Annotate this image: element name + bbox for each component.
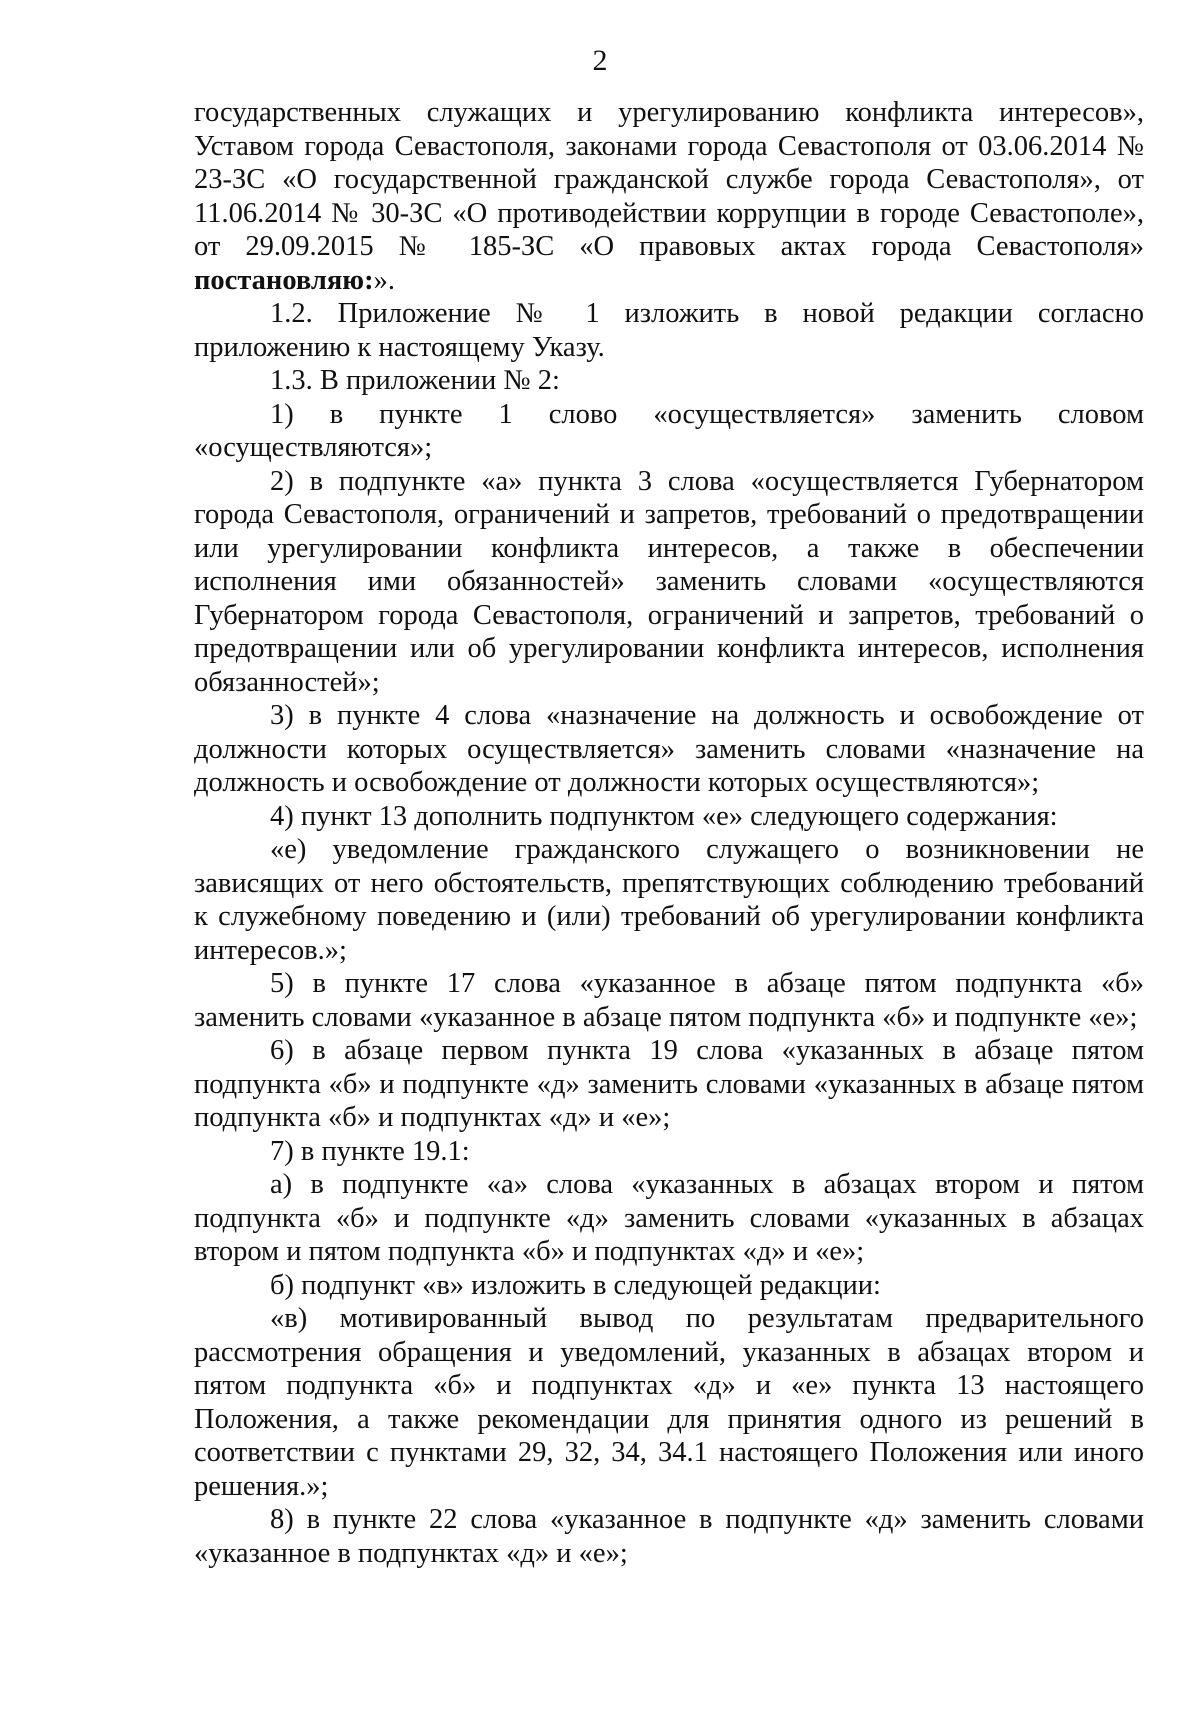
list-item-5: 5) в пункте 17 слова «указанное в абзаце пятом подпункта «б» заменить словами «указанное в абзаце пятом подпункта «б» и подпункте «е»; [194,968,1144,1033]
quoted-subitem-v: «в) мотивированный вывод по результатам предварительного рассмотрения обращения и уведомлений, указанных в абзацах втором и пятом подпункта «б» и подпунктах «д» и «е» пункта 13 настоящего Положения, а также рекомендации для принятия одного из решений в соответствии с пунктами 29, 32, 34, 34.1 настоящего Положения или иного решения.»; [194,1303,1144,1502]
list-item-7: 7) в пункте 19.1: [270,1135,470,1167]
list-item-2: 2) в подпункте «а» пункта 3 слова «осуществляется Губернатором города Севастополя, ограничений и запретов, требований о предотвращении или урегулировании конфликта интересов, а также в обеспечении исполнения ими обязанностей» заменить словами «осуществляются Губернатором города Севастополя, ограничений и запретов, требований о предотвращении или об урегулировании конфликта интересов, исполнения обязанностей»; [194,465,1144,698]
list-item-8: 8) в пункте 22 слова «указанное в подпункте «д» заменить словами «указанное в подпунктах «д» и «е»; [194,1504,1144,1569]
list-item-4: 4) пункт 13 дополнить подпунктом «е» следующего содержания: [270,800,1058,832]
document-body [194,96,1144,1570]
paragraph-text: государственных служащих и урегулированию конфликта интересов», Уставом города Севастополя, законами города Севастополя от 03.06.2014 № 23-ЗС «О государственной гражданской службе города Севастополя», от 11.06.2014 № 30-ЗС «О противодействии коррупции в городе Севастополе», от 29.09.2015 № 185-ЗС «О правовых актах города Севастополя» [194,97,1144,262]
list-item-6: 6) в абзаце первом пункта 19 слова «указанных в абзаце пятом подпункта «б» и подпункте «д» заменить словами «указанных в абзаце пятом подпункта «б» и подпунктах «д» и «е»; [194,1035,1144,1133]
paragraph-1-2: 1.2. Приложение № 1 изложить в новой редакции согласно приложению к настоящему Указу. [194,298,1144,363]
paragraph-preamble-continuation [194,96,1144,297]
paragraph-1-3: 1.3. В приложении № 2: [270,365,560,396]
list-item-3: 3) в пункте 4 слова «назначение на должность и освобождение от должности которых осуществляется» заменить словами «назначение на должность и освобождение от должности которых осуществляются»; [194,700,1144,798]
subitem-a: а) в подпункте «а» слова «указанных в абзацах втором и пятом подпункта «б» и подпункте «д» заменить словами «указанных в абзацах втором и пятом подпункта «б» и подпунктах «д» и «е»; [194,1169,1144,1267]
list-item-1: 1) в пункте 1 слово «осуществляется» заменить словом «осуществляются»; [194,398,1144,463]
quoted-subitem-e: «е) уведомление гражданского служащего о возникновении не зависящих от него обстоятельств, препятствующих соблюдению требований к служебному поведению и (или) требований об урегулировании конфликта интересов.»; [194,834,1144,966]
paragraph-tail: ». [373,264,395,296]
bold-keyword: постановляю: [194,264,374,296]
page-number: 2 [592,44,608,77]
subitem-b: б) подпункт «в» изложить в следующей редакции: [270,1269,881,1301]
